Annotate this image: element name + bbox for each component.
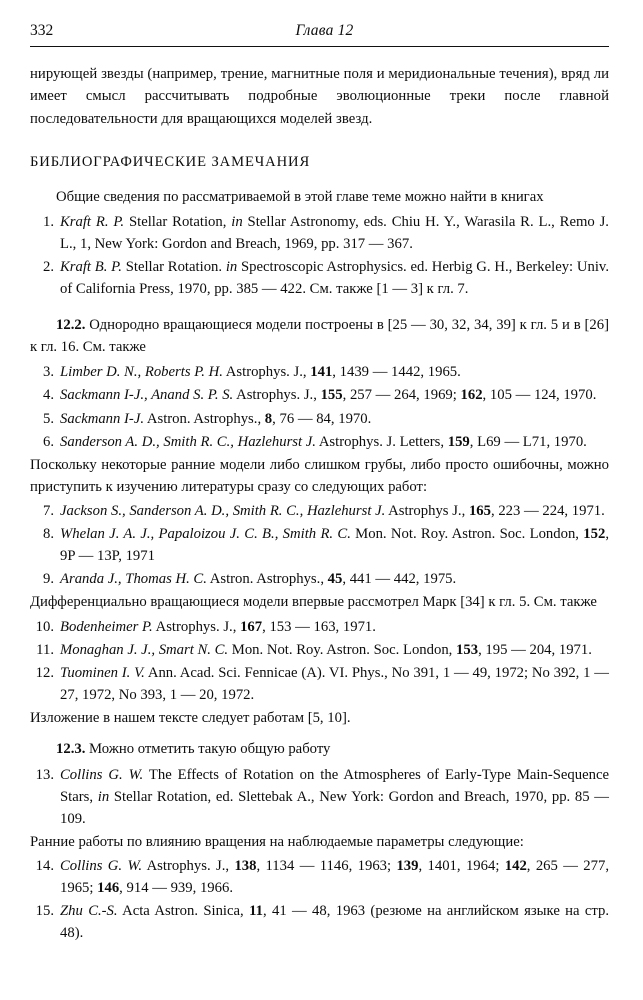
reference-text: , 153 — 163, 1971. (262, 618, 376, 635)
reference-text: 167 (240, 618, 263, 635)
reference-item (30, 384, 609, 406)
reference-text: Stellar Rotation, (124, 213, 232, 230)
reference-text: Astron. Astrophys., (206, 571, 328, 588)
spacer (30, 301, 609, 314)
paragraph-after-ref-13: Ранние работы по влиянию вращения на наблюдаемые параметры следующие: (30, 833, 524, 850)
reference-text: in (97, 788, 110, 805)
reference-number: 3. (42, 364, 54, 381)
reference-text: 142 (504, 858, 527, 875)
reference-text: , 441 — 442, 1975. (342, 571, 457, 588)
reference-number: 5. (42, 410, 54, 427)
section-12-2-number: 12.2. (56, 316, 86, 333)
reference-number: 10. (35, 618, 54, 635)
reference-text: Astron. Astrophys., (144, 410, 265, 427)
reference-number: 12. (35, 664, 54, 681)
section-heading: БИБЛИОГРАФИЧЕСКИЕ ЗАМЕЧАНИЯ (30, 154, 311, 171)
reference-number: 14. (35, 858, 54, 875)
reference-text: Astrophys J., (385, 503, 469, 520)
reference-text: , 9P — 13P, 1971 (60, 526, 609, 565)
reference-text: Stellar Astronomy, eds. Chiu H. Y., Warasila R. L., Remo J. L., 1, New York: Gordon and Breach, 1969, pp. 317 — 367. (60, 213, 609, 252)
reference-text: Astrophys. J. Letters, (315, 433, 448, 450)
reference-number: 9. (42, 571, 54, 588)
reference-text: Kraft B. P. (60, 258, 122, 275)
reference-text: Stellar Rotation, ed. Slettebak A., New York: Gordon and Breach, 1970, pp. 85 — 109. (60, 788, 609, 827)
running-title: Глава 12 (295, 22, 354, 39)
reference-text: 141 (310, 364, 333, 381)
reference-text: Mon. Not. Roy. Astron. Soc. London, (228, 641, 457, 658)
paragraph-after-ref-6: Поскольку некоторые ранние модели либо слишком грубы, либо просто ошибочны, можно приступить к изучению литературы сразу со следующих работ: (30, 456, 609, 495)
reference-text: , 914 — 939, 1966. (119, 880, 233, 897)
reference-number: 2. (42, 258, 54, 275)
intro-paragraph: нирующей звезды (например, трение, магнитные поля и меридиональные течения), вряд ли имеет смысл рассчитывать подробные эволюционные треки после главной последовательности для вращающихся моделей звезд. (30, 66, 609, 127)
reference-text: Bodenheimer P. (60, 618, 153, 635)
reference-text: , 1439 — 1442, 1965. (332, 364, 461, 381)
reference-text: in (231, 213, 243, 230)
lead-paragraph: Общие сведения по рассматриваемой в этой главе теме можно найти в книгах (56, 189, 544, 206)
reference-text: Acta Astron. Sinica, (117, 903, 250, 920)
reference-text: , L69 — L71, 1970. (469, 433, 587, 450)
reference-text: 45 (327, 571, 343, 588)
reference-text: Tuominen I. V. (60, 664, 145, 681)
reference-text: Mon. Not. Roy. Astron. Soc. London, (350, 526, 584, 543)
reference-text: 159 (447, 433, 470, 450)
reference-text: Aranda J., Thomas H. C. (60, 571, 207, 588)
reference-item (30, 900, 609, 944)
reference-item (30, 361, 609, 383)
reference-text: , 1401, 1964; (418, 858, 505, 875)
reference-number: 13. (35, 766, 54, 783)
reference-text: Spectroscopic Astrophysics. ed. Herbig G. H., Berkeley: Univ. of California Press, 1970, pp. 385 — 422. См. также [1 — 3] к гл. 7. (60, 258, 609, 297)
reference-text: , 76 — 84, 1970. (272, 410, 372, 427)
reference-text: Monaghan J. J., Smart N. C. (60, 641, 229, 658)
reference-text: Stellar Rotation. (121, 258, 226, 275)
reference-text: in (225, 258, 238, 275)
reference-number: 11. (36, 641, 54, 658)
reference-number: 15. (35, 903, 54, 920)
reference-number: 7. (42, 503, 54, 520)
page-header (30, 22, 609, 40)
reference-text: 153 (456, 641, 479, 658)
reference-item (30, 523, 609, 567)
reference-text: Ann. Acad. Sci. Fennicae (A). VI. Phys., No 391, 1 — 49, 1972; No 392, 1 — 27, 1972, No 393, 1 — 20, 1972. (60, 664, 609, 703)
reference-text: Astrophys. J., (152, 618, 241, 635)
reference-item (30, 211, 609, 255)
reference-item (30, 431, 609, 453)
reference-text: 8 (264, 410, 273, 427)
reference-text: , 105 — 124, 1970. (482, 387, 597, 404)
reference-list-2 (30, 361, 609, 452)
paragraph-after-ref-12: Изложение в нашем тексте следует работам [5, 10]. (30, 710, 351, 727)
reference-text: , 1134 — 1146, 1963; (256, 858, 397, 875)
reference-text: , 41 — 48, 1963 (резюме на английском языке на стр. 48). (60, 903, 610, 942)
spacer (30, 731, 609, 738)
reference-text: , 257 — 264, 1969; (342, 387, 461, 404)
reference-text: The Effects of Rotation on the Atmospheres of Early-Type Main-Sequence Stars, (60, 766, 609, 805)
reference-text: 138 (234, 858, 257, 875)
reference-text: , 223 — 224, 1971. (490, 503, 605, 520)
reference-item (30, 568, 609, 590)
reference-text: 146 (97, 880, 120, 897)
reference-item (30, 764, 609, 830)
reference-number: 8. (42, 526, 54, 543)
section-12-3-text: Можно отметить такую общую работу (85, 741, 331, 758)
reference-text: Astrophys. J., (222, 364, 311, 381)
reference-item (30, 500, 609, 522)
reference-text: Astrophys. J., (233, 387, 321, 404)
reference-item (30, 616, 609, 638)
reference-text: 11 (249, 903, 263, 920)
reference-list-1 (30, 211, 609, 300)
reference-text: Whelan J. A. J., Papaloizou J. C. B., Smith R. C. (60, 526, 351, 543)
page-number: 332 (30, 22, 54, 39)
reference-text: 139 (396, 858, 419, 875)
reference-number: 6. (42, 433, 54, 450)
paragraph-after-ref-9: Дифференциально вращающиеся модели впервые рассмотрел Марк [34] к гл. 5. См. также (30, 594, 597, 611)
section-12-3-paragraph (30, 738, 609, 760)
reference-list-4 (30, 616, 609, 706)
section-12-2-text: Однородно вращающиеся модели построены в [25 — 30, 32, 34, 39] к гл. 5 и в [26] к гл. 16. См. также (30, 316, 609, 356)
reference-item (30, 256, 609, 300)
reference-text: Kraft R. P. (60, 213, 125, 230)
reference-text: 152 (583, 526, 606, 543)
reference-item (30, 408, 609, 430)
reference-text: , 195 — 204, 1971. (478, 641, 592, 658)
reference-list-3 (30, 500, 609, 590)
reference-text: Astrophys. J., (142, 858, 235, 875)
reference-text: Zhu C.-S. (60, 903, 118, 920)
reference-text: Limber D. N., Roberts P. H. (60, 364, 223, 381)
reference-text: 155 (320, 387, 343, 404)
reference-text: 165 (468, 503, 491, 520)
section-12-3-number: 12.3. (56, 741, 86, 758)
reference-text: Sackmann I-J. (60, 410, 145, 427)
reference-text: 162 (460, 387, 483, 404)
reference-text: Sanderson A. D., Smith R. C., Hazlehurst J. (60, 433, 316, 450)
reference-text: Jackson S., Sanderson A. D., Smith R. C., Hazlehurst J. (60, 503, 386, 520)
reference-list-5 (30, 764, 609, 830)
reference-item (30, 639, 609, 661)
reference-number: 4. (42, 387, 54, 404)
reference-number: 1. (42, 213, 54, 230)
reference-text: Collins G. W. (60, 858, 143, 875)
reference-text: , 265 — 277, 1965; (60, 858, 609, 897)
reference-item (30, 855, 609, 899)
reference-text: Sackmann I-J., Anand S. P. S. (60, 387, 234, 404)
reference-text: Collins G. W. (60, 766, 144, 783)
reference-list-6 (30, 855, 609, 944)
section-12-2-paragraph (30, 314, 609, 359)
reference-item (30, 662, 609, 706)
header-divider (30, 46, 609, 47)
